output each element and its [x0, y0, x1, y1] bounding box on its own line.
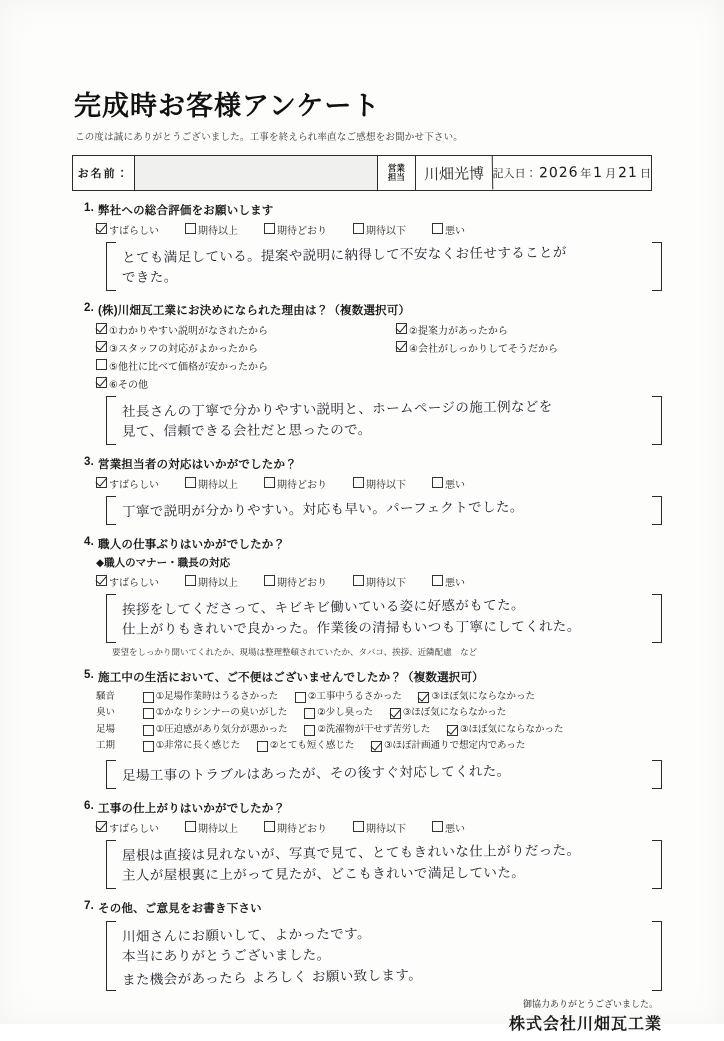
option-label: 悪い — [445, 577, 465, 589]
question-3-title: 営業担当者の対応はいかがでしたか？ — [98, 458, 297, 471]
q5-row-smell — [96, 705, 662, 722]
question-7-heading — [72, 900, 662, 916]
thanks-text: 御協力ありがとうございました。 — [522, 998, 658, 1009]
checkbox-icon[interactable] — [143, 708, 154, 719]
checkbox-icon[interactable] — [96, 341, 107, 352]
option-q4-3[interactable] — [264, 574, 327, 589]
checkbox-icon[interactable] — [432, 223, 443, 234]
q5-row-schedule — [96, 738, 662, 755]
option-label: ②工事中うるさかった — [307, 690, 402, 702]
question-1-title: 弊社への総合評価をお願いします — [98, 205, 274, 217]
checkbox-icon[interactable] — [185, 575, 196, 586]
option-label: ②洗濯物が干せず苦労した — [317, 723, 431, 735]
checkbox-icon[interactable] — [353, 477, 364, 488]
question-1 — [72, 202, 662, 291]
question-6-heading — [72, 800, 662, 816]
option-q5-schedule-1[interactable] — [143, 740, 241, 751]
option-q6-3[interactable] — [264, 820, 327, 835]
option-q5-scaffold-3[interactable] — [447, 724, 564, 735]
checkbox-icon[interactable] — [353, 575, 364, 586]
option-q3-3[interactable] — [264, 476, 327, 491]
option-label: ③スタッフの対応がよかったから — [109, 343, 258, 355]
date-year-unit: 年 — [580, 168, 592, 180]
handwriting-line: 川畑さんにお願いして、よかったです。 — [121, 925, 371, 946]
option-q5-scaffold-1[interactable] — [143, 724, 288, 735]
option-label: 悪い — [445, 226, 465, 237]
entry-date — [493, 156, 651, 190]
handwriting-line: 丁寧で説明が分かりやすい。対応も早い。パーフェクトでした。 — [121, 498, 524, 520]
question-4-note: 要望をしっかり聞いてくれたか、現場は整理整頓されていたか、タバコ、挨拶、近隣配慮 など — [112, 646, 478, 657]
checkbox-icon[interactable] — [432, 575, 443, 586]
checkbox-icon[interactable] — [304, 725, 315, 736]
option-q2-6[interactable] — [96, 376, 396, 391]
option-q2-2[interactable] — [396, 322, 662, 337]
question-7-number: 7. — [84, 899, 94, 912]
question-4-options — [96, 574, 662, 589]
option-label: すばらしい — [109, 824, 159, 836]
checkbox-icon[interactable] — [264, 477, 275, 488]
option-label: ③ほぼ計画通りで想定内であった — [383, 740, 526, 752]
option-q1-5[interactable] — [432, 222, 465, 237]
option-q1-3[interactable] — [264, 222, 327, 237]
handwriting-line: 社長さんの丁寧で分かりやすい説明と、ホームページの施工例などを — [121, 398, 553, 421]
option-q6-5[interactable] — [432, 820, 465, 835]
checkbox-icon[interactable] — [264, 575, 275, 586]
checkbox-icon[interactable] — [185, 477, 196, 488]
option-q3-5[interactable] — [432, 476, 465, 491]
option-label: ③ほぼ気にならなかった — [459, 723, 564, 735]
staff-name-value: 川畑光博 — [415, 155, 493, 190]
date-day-value: 21 — [618, 164, 639, 182]
question-1-number: 1. — [84, 202, 94, 214]
question-3-number: 3. — [84, 455, 94, 468]
question-2-title: (株)川畑瓦工業にお決めになられた理由は？（複数選択可） — [98, 304, 411, 317]
date-month-value: 1 — [593, 164, 604, 182]
question-4-subtitle: ◆職人のマナー・職長の対応 — [96, 556, 231, 569]
option-label: 期待どおり — [277, 226, 327, 237]
question-2-heading — [72, 302, 662, 318]
checkbox-icon[interactable] — [353, 821, 364, 832]
option-q5-noise-1[interactable] — [143, 691, 279, 702]
option-label: 期待以下 — [366, 226, 406, 237]
question-6-options — [96, 820, 662, 835]
option-label: 悪い — [445, 479, 465, 491]
checkbox-icon[interactable] — [264, 821, 275, 832]
option-label: 期待どおり — [277, 824, 327, 836]
checkbox-icon[interactable] — [353, 223, 364, 234]
option-label: ②提案力があったから — [409, 325, 508, 337]
checkbox-icon[interactable] — [432, 477, 443, 488]
question-4-heading — [72, 536, 662, 552]
checkbox-icon[interactable] — [143, 725, 154, 736]
option-q2-1[interactable] — [96, 322, 396, 337]
footer — [62, 998, 662, 1041]
date-month-unit: 月 — [605, 168, 617, 180]
question-5-answer[interactable] — [106, 760, 662, 789]
option-q5-noise-2[interactable] — [295, 691, 402, 702]
checkbox-icon[interactable] — [396, 341, 407, 352]
question-7 — [72, 900, 662, 991]
name-input[interactable] — [134, 156, 378, 190]
option-q6-2[interactable] — [185, 820, 238, 835]
option-label: ⑥その他 — [109, 379, 148, 391]
option-label: すばらしい — [109, 226, 159, 237]
checkbox-icon[interactable] — [185, 223, 196, 234]
option-label: ①わかりやすい説明がなされたから — [109, 325, 268, 337]
option-q6-1[interactable] — [96, 820, 159, 835]
checkbox-icon[interactable] — [185, 821, 196, 832]
option-label: ①足場作業時はうるさかった — [155, 690, 279, 702]
handwriting-line: 本当にありがとうございました。 — [121, 947, 331, 965]
respondent-info-band — [72, 155, 652, 191]
checkbox-icon[interactable] — [447, 725, 458, 736]
option-q4-5[interactable] — [432, 574, 465, 589]
option-q1-2[interactable] — [185, 222, 238, 237]
checkbox-icon[interactable] — [96, 575, 107, 586]
option-label: 悪い — [445, 824, 465, 836]
date-label: 記入日： — [492, 168, 537, 180]
option-label: 期待以上 — [198, 226, 238, 237]
handwriting-line: 見て、信頼できる会社だと思ったので。 — [121, 421, 372, 440]
checkbox-icon[interactable] — [143, 692, 154, 703]
handwriting-line: また機会があったら よろしく お願い致します。 — [121, 967, 423, 989]
question-7-title: その他、ご意見をお書き下さい — [98, 902, 262, 915]
option-q5-smell-3[interactable] — [390, 707, 507, 718]
option-label: ②とても短く感じた — [269, 740, 355, 752]
option-q4-4[interactable] — [353, 574, 406, 589]
option-label: 期待以上 — [198, 824, 238, 836]
question-2-answer[interactable] — [106, 396, 662, 445]
option-q6-4[interactable] — [353, 820, 406, 835]
option-q5-schedule-3[interactable] — [371, 740, 525, 751]
question-5-heading — [72, 669, 662, 685]
question-3-heading — [72, 456, 662, 472]
page-title: 完成時お客様アンケート — [74, 91, 381, 121]
option-q3-4[interactable] — [353, 476, 406, 491]
option-label: ③ほぼ気にならなかった — [431, 690, 536, 702]
option-q3-1[interactable] — [96, 476, 159, 491]
option-label: ⑤他社に比べて価格が安かったから — [109, 361, 268, 373]
q5-row-label: 工期 — [96, 740, 116, 752]
question-6-number: 6. — [84, 800, 94, 813]
q5-row-label: 臭い — [96, 707, 116, 719]
question-7-answer[interactable] — [106, 921, 662, 991]
date-day-unit: 日 — [640, 168, 651, 180]
checkbox-icon[interactable] — [96, 477, 107, 488]
question-6-title: 工事の仕上がりはいかがでしたか？ — [98, 803, 286, 816]
checkbox-icon[interactable] — [264, 223, 275, 234]
option-q5-schedule-2[interactable] — [257, 740, 355, 751]
q5-row-noise — [96, 689, 662, 706]
option-q2-5[interactable] — [96, 358, 396, 373]
option-label: 期待どおり — [277, 479, 327, 491]
checkbox-icon[interactable] — [390, 708, 401, 719]
company-name: 株式会社川畑瓦工業 — [508, 1015, 662, 1033]
handwriting-line: 挨拶をしてくださって、キビキビ働いている姿に好感がもてた。 — [121, 596, 525, 618]
question-6-answer[interactable] — [106, 840, 662, 889]
option-label: 期待以下 — [366, 577, 406, 589]
option-q5-smell-1[interactable] — [143, 707, 288, 718]
checkbox-icon[interactable] — [96, 359, 107, 370]
option-label: ③ほぼ気にならなかった — [402, 707, 507, 719]
checkbox-icon[interactable] — [371, 741, 382, 752]
option-label: 期待以上 — [198, 479, 238, 491]
question-3-answer[interactable] — [106, 496, 662, 525]
spacer — [396, 358, 662, 373]
checkbox-icon[interactable] — [257, 741, 268, 752]
option-q3-2[interactable] — [185, 476, 238, 491]
question-1-options — [96, 222, 662, 237]
question-4-number: 4. — [84, 535, 94, 548]
question-4-title: 職人の仕事ぶりはいかがでしたか？ — [98, 538, 286, 551]
option-label: ①圧迫感があり気分が悪かった — [155, 723, 288, 735]
date-year-value: 2026 — [538, 164, 579, 182]
checkbox-icon[interactable] — [143, 741, 154, 752]
checkbox-icon[interactable] — [396, 323, 407, 334]
checkbox-icon[interactable] — [418, 692, 429, 703]
handwriting-line: 主人が屋根裏に上がって見たが、どこもきれいで満足していた。 — [121, 864, 526, 884]
option-label: ①かなりシンナーの臭いがした — [155, 707, 288, 719]
question-5-title: 施工中の生活において、ご不便はございませんでしたか？（複数選択可） — [98, 671, 484, 684]
handwriting-line: 仕上がりもきれいで良かった。作業後の清掃もいつも丁寧にしてくれた。 — [121, 618, 581, 638]
option-q2-4[interactable] — [396, 340, 662, 355]
question-3 — [72, 456, 662, 525]
option-q5-noise-3[interactable] — [418, 691, 535, 702]
question-2-options — [96, 322, 662, 391]
name-label: お名前： — [77, 168, 130, 180]
checkbox-icon[interactable] — [96, 377, 107, 388]
survey-sheet — [62, 62, 662, 1033]
checkbox-icon[interactable] — [295, 692, 306, 703]
question-5-number: 5. — [84, 668, 94, 681]
question-5 — [72, 669, 662, 790]
option-q5-smell-2[interactable] — [304, 707, 373, 718]
option-label: 期待どおり — [277, 577, 327, 589]
q5-row-label: 騒音 — [96, 690, 116, 702]
q5-row-scaffold — [96, 722, 662, 739]
question-2-number: 2. — [84, 301, 94, 314]
staff-label: 営業 担当 — [378, 156, 415, 190]
option-label: ④会社がしっかりしてそうだから — [409, 343, 558, 355]
page-subtitle: この度は誠にありがとうございました。工事を終えられ率直なご感想をお聞かせ下さい。 — [75, 132, 464, 143]
question-5-options — [96, 689, 662, 756]
option-q4-2[interactable] — [185, 574, 238, 589]
option-q1-1[interactable] — [96, 222, 159, 237]
handwriting-line: とても満足している。提案や説明に納得して不安なくお任せすることが — [121, 244, 567, 267]
option-label: 期待以下 — [366, 479, 406, 491]
option-q2-3[interactable] — [96, 340, 396, 355]
checkbox-icon[interactable] — [96, 323, 107, 334]
option-label: すばらしい — [109, 577, 159, 589]
q5-row-label: 足場 — [96, 723, 116, 735]
question-2 — [72, 302, 662, 445]
question-4 — [72, 536, 662, 658]
handwriting-line: 足場工事のトラブルはあったが、その後すぐ対応してくれた。 — [121, 763, 511, 785]
handwriting-line: 屋根は直接は見れないが、写真で見て、とてもきれいな仕上がりだった。 — [121, 842, 581, 865]
option-label: ①非常に長く感じた — [155, 740, 241, 752]
question-1-heading — [72, 202, 662, 218]
option-label: 期待以下 — [366, 824, 406, 836]
checkbox-icon[interactable] — [304, 708, 315, 719]
option-label: ②少し臭った — [317, 707, 374, 719]
question-3-options — [96, 476, 662, 491]
checkbox-icon[interactable] — [432, 821, 443, 832]
option-q1-4[interactable] — [353, 222, 406, 237]
handwriting-line: できた。 — [121, 269, 178, 286]
question-4-answer[interactable] — [106, 594, 662, 643]
checkbox-icon[interactable] — [96, 821, 107, 832]
option-q4-1[interactable] — [96, 574, 159, 589]
option-q5-scaffold-2[interactable] — [304, 724, 430, 735]
spacer — [396, 376, 662, 391]
question-6 — [72, 800, 662, 889]
option-label: すばらしい — [109, 479, 159, 491]
checkbox-icon[interactable] — [96, 223, 107, 234]
question-1-answer[interactable] — [106, 242, 662, 291]
option-label: 期待以上 — [198, 577, 238, 589]
